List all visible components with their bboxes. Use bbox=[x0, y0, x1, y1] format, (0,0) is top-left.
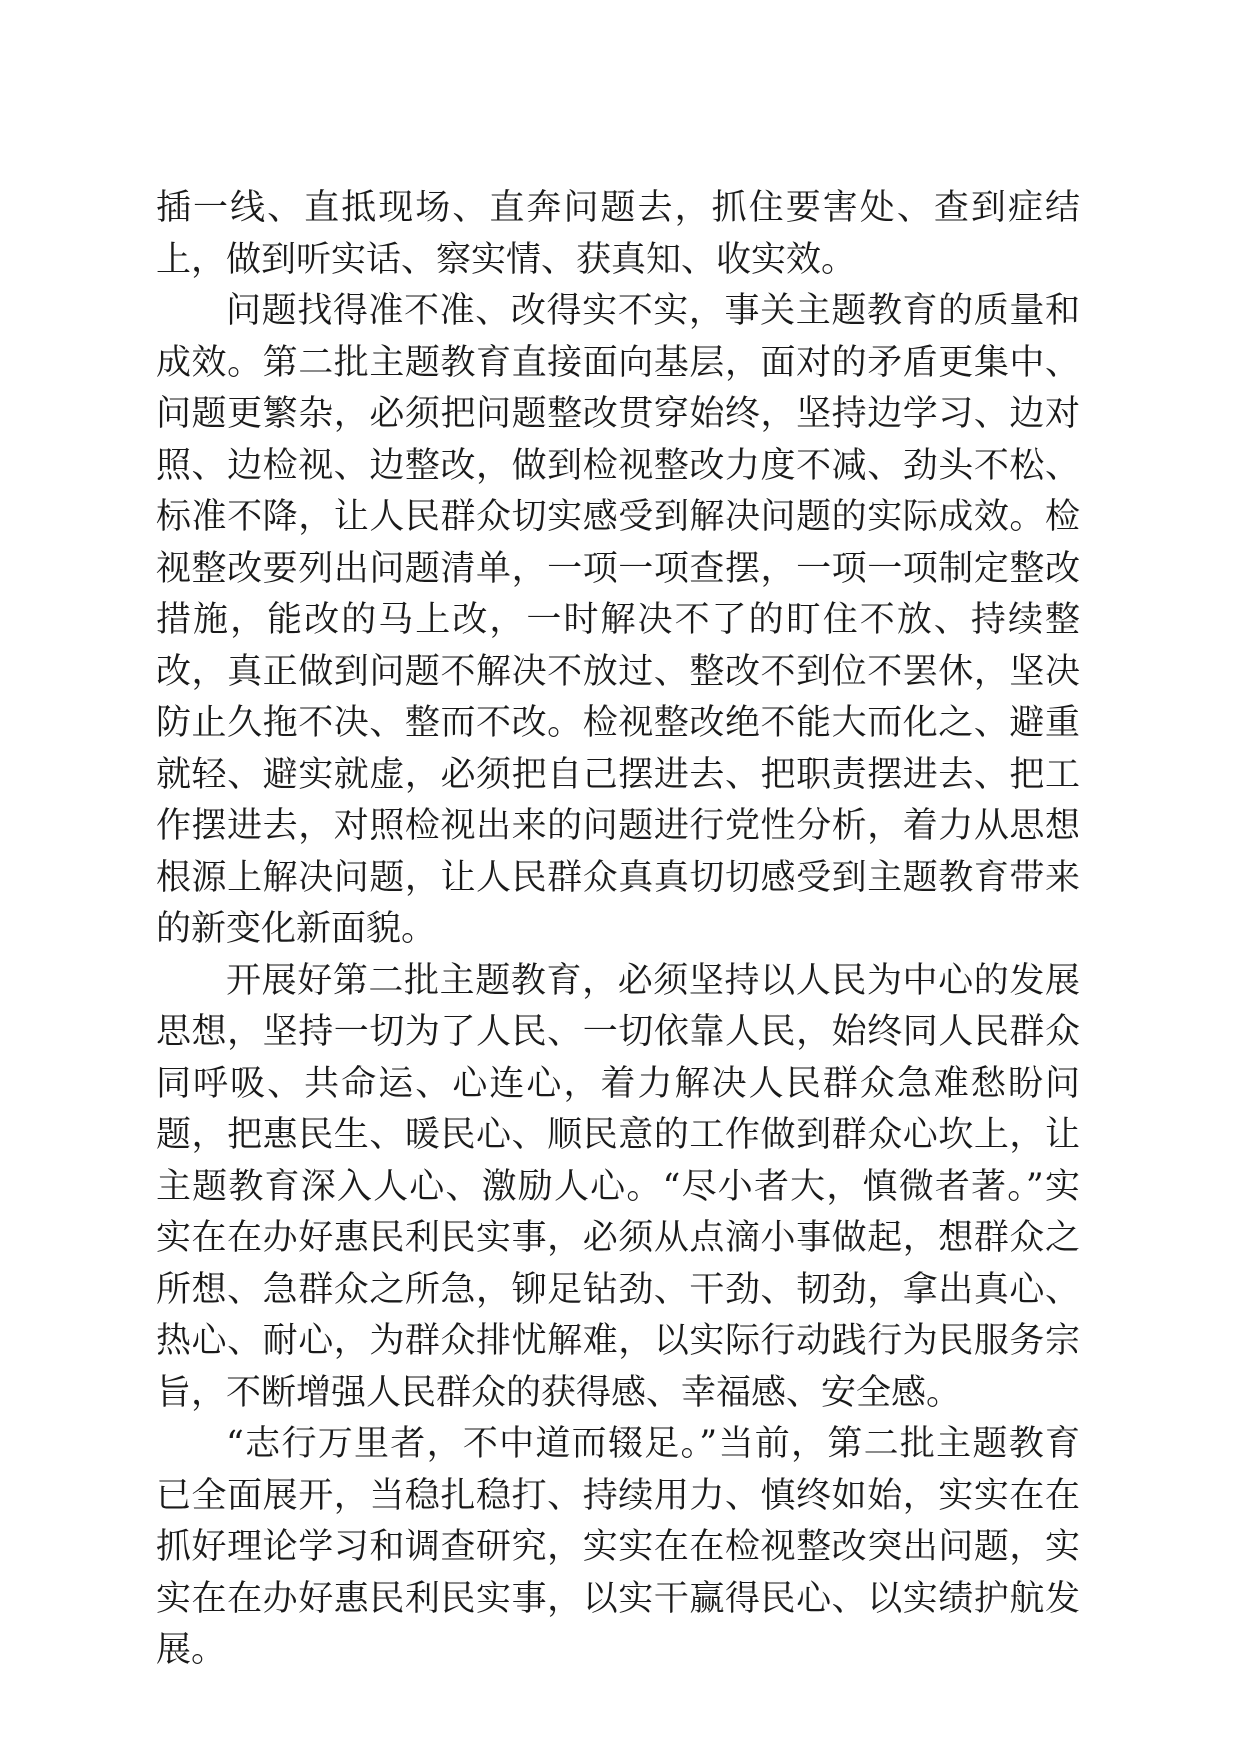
paragraph-continuation: 插一线、直抵现场、直奔问题去，抓住要害处、查到症结上，做到听实话、察实情、获真知、收实效。 bbox=[156, 188, 1080, 280]
document-body bbox=[156, 183, 1080, 1677]
paragraph-rectification: 问题找得准不准、改得实不实，事关主题教育的质量和成效。第二批主题教育直接面向基层，面对的矛盾更集中、问题更繁杂，必须把问题整改贯穿始终，坚持边学习、边对照、边检视、边整改，做到检视整改力度不减、劲头不松、标准不降，让人民群众切实感受到解决问题的实际成效。检视整改要列出问题清单，一项一项查摆，一项一项制定整改措施，能改的马上改，一时解决不了的盯住不放、持续整改，真正做到问题不解决不放过、整改不到位不罢休，坚决防止久拖不决、整而不改。检视整改绝不能大而化之、避重就轻、避实就虚，必须把自己摆进去、把职责摆进去、把工作摆进去，对照检视出来的问题进行党性分析，着力从思想根源上解决问题，让人民群众真真切切感受到主题教育带来的新变化新面貌。 bbox=[156, 291, 1080, 949]
paragraph-conclusion: “志行万里者，不中道而辍足。”当前，第二批主题教育已全面展开，当稳扎稳打、持续用力、慎终如始，实实在在抓好理论学习和调查研究，实实在在检视整改突出问题，实实在在办好惠民利民实事，以实干赢得民心、以实绩护航发展。 bbox=[156, 1424, 1080, 1670]
paragraph-people-centered: 开展好第二批主题教育，必须坚持以人民为中心的发展思想，坚持一切为了人民、一切依靠人民，始终同人民群众同呼吸、共命运、心连心，着力解决人民群众急难愁盼问题，把惠民生、暖民心、顺民意的工作做到群众心坎上，让主题教育深入人心、激励人心。“尽小者大，慎微者著。”实实在在办好惠民利民实事，必须从点滴小事做起，想群众之所想、急群众之所急，铆足钻劲、干劲、韧劲，拿出真心、热心、耐心，为群众排忧解难，以实际行动践行为民服务宗旨，不断增强人民群众的获得感、幸福感、安全感。 bbox=[156, 960, 1080, 1413]
